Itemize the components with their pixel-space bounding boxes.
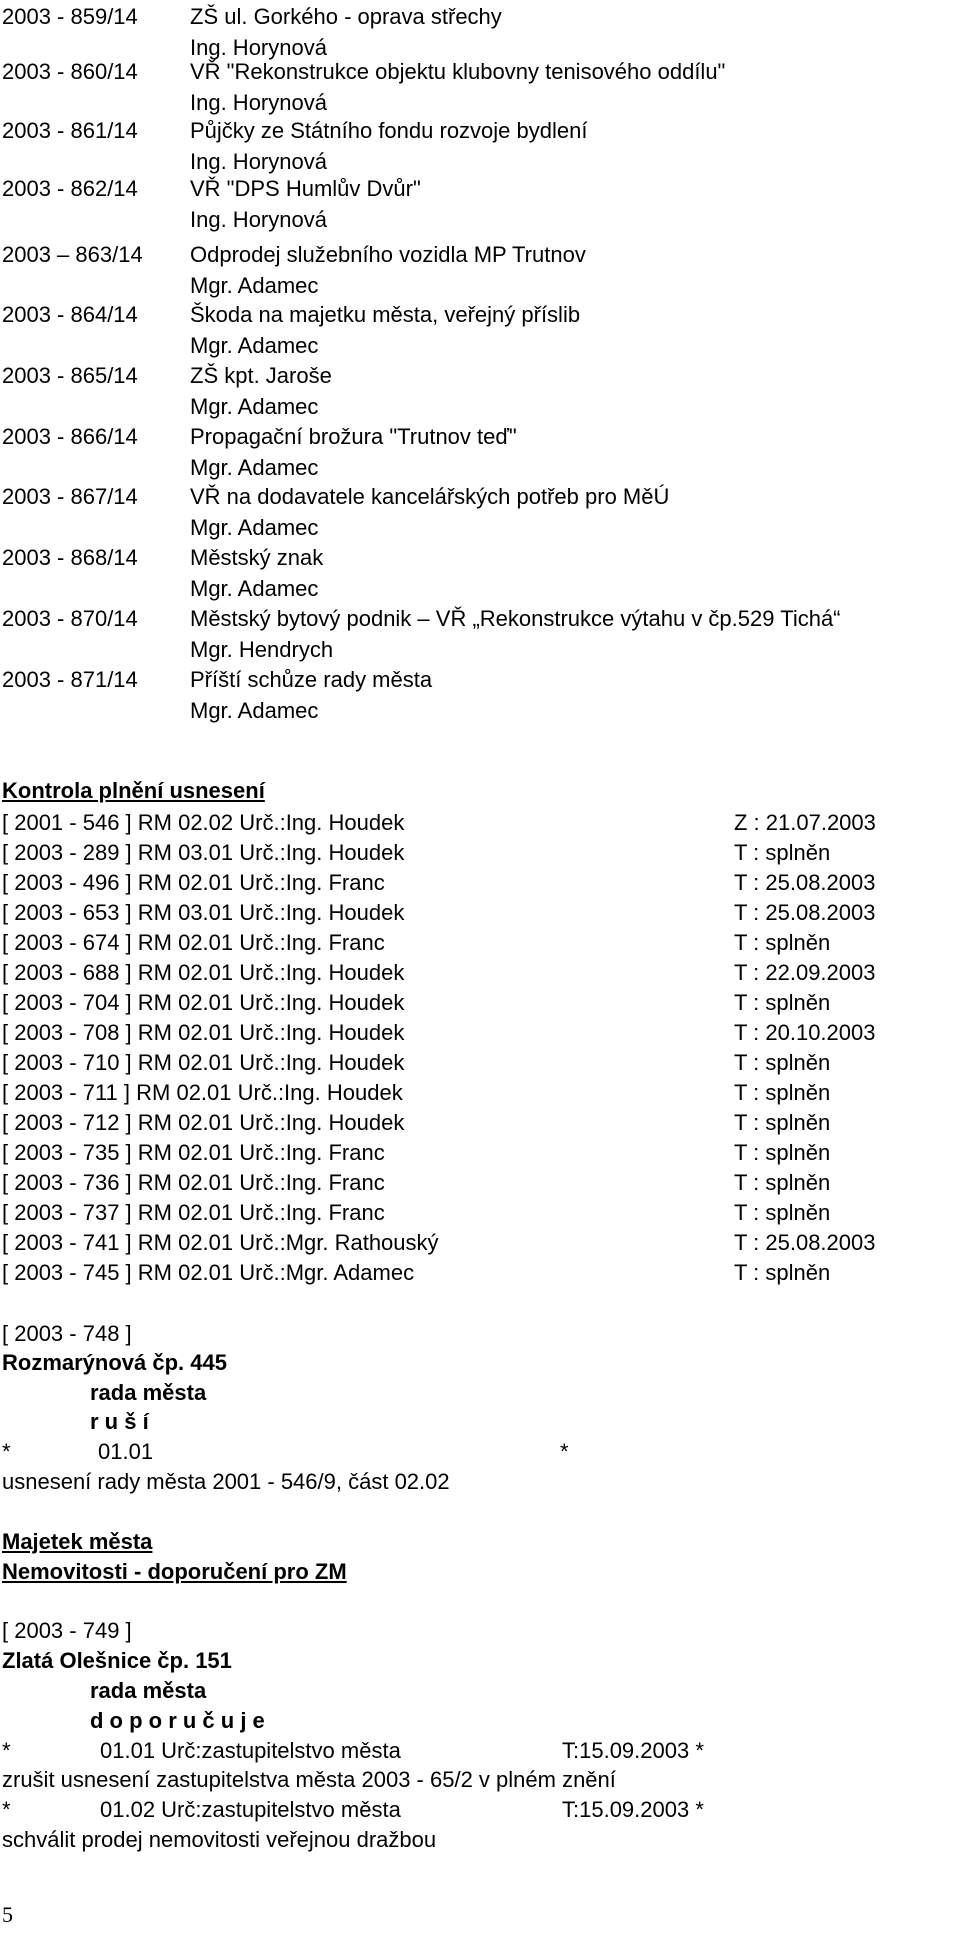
section-heading: Kontrola plnění usnesení: [2, 778, 265, 803]
agenda-title: Škoda na majetku města, veřejný příslib: [190, 302, 581, 327]
agenda-number: 2003 - 859/14: [2, 4, 138, 29]
resolution-subject: Zlatá Olešnice čp. 151: [2, 1648, 232, 1673]
agenda-responsible: Mgr. Adamec: [190, 515, 319, 540]
control-ref: [ 2003 - 735 ] RM 02.01 Urč.:Ing. Franc: [2, 1140, 385, 1165]
control-term: T : splněn: [734, 1260, 831, 1285]
point-term: T:15.09.2003 *: [562, 1797, 704, 1822]
point-text: schválit prodej nemovitosti veřejnou dražbou: [2, 1827, 437, 1852]
agenda-number: 2003 - 864/14: [2, 302, 138, 327]
control-ref: [ 2003 - 745 ] RM 02.01 Urč.:Mgr. Adamec: [2, 1260, 415, 1285]
agenda-responsible: Mgr. Adamec: [190, 576, 319, 601]
control-ref: [ 2003 - 708 ] RM 02.01 Urč.:Ing. Houdek: [2, 1020, 405, 1045]
point-star: *: [2, 1439, 11, 1464]
agenda-title: ZŠ kpt. Jaroše: [190, 363, 332, 388]
control-ref: [ 2003 - 711 ] RM 02.01 Urč.:Ing. Houdek: [2, 1080, 403, 1105]
control-term: T : splněn: [734, 1050, 831, 1075]
agenda-number: 2003 - 862/14: [2, 176, 138, 201]
page-number: 5: [2, 1902, 13, 1927]
agenda-responsible: Ing. Horynová: [190, 90, 327, 115]
control-ref: [ 2003 - 674 ] RM 02.01 Urč.:Ing. Franc: [2, 930, 385, 955]
point-star: *: [2, 1738, 11, 1763]
agenda-responsible: Ing. Horynová: [190, 207, 327, 232]
control-term: T : splněn: [734, 1140, 831, 1165]
resolution-subject: Rozmarýnová čp. 445: [2, 1350, 227, 1375]
control-term: T : splněn: [734, 1110, 831, 1135]
resolution-verb: d o p o r u č u j e: [90, 1708, 265, 1733]
agenda-number: 2003 - 867/14: [2, 484, 138, 509]
agenda-number: 2003 - 861/14: [2, 118, 138, 143]
agenda-title: VŘ na dodavatele kancelářských potřeb pro MěÚ: [190, 484, 670, 509]
section-subtitle: Nemovitosti - doporučení pro ZM: [2, 1559, 347, 1584]
control-term: T : 25.08.2003: [734, 870, 876, 895]
agenda-title: Městský znak: [190, 545, 324, 570]
control-ref: [ 2003 - 712 ] RM 02.01 Urč.:Ing. Houdek: [2, 1110, 405, 1135]
agenda-title: Odprodej služebního vozidla MP Trutnov: [190, 242, 586, 267]
resolution-point-code: 01.01: [98, 1439, 154, 1464]
resolution-ref: [ 2003 - 749 ]: [2, 1618, 132, 1643]
agenda-responsible: Mgr. Adamec: [190, 394, 319, 419]
resolution-text: usnesení rady města 2001 - 546/9, část 02.02: [2, 1469, 450, 1494]
agenda-title: Půjčky ze Státního fondu rozvoje bydlení: [190, 118, 588, 143]
agenda-number: 2003 - 870/14: [2, 606, 138, 631]
control-ref: [ 2001 - 546 ] RM 02.02 Urč.:Ing. Houdek: [2, 810, 405, 835]
agenda-responsible: Mgr. Hendrych: [190, 637, 334, 662]
point-star: *: [2, 1797, 11, 1822]
point-text: zrušit usnesení zastupitelstva města 2003 - 65/2 v plném znění: [2, 1767, 616, 1792]
resolution-body: rada města: [90, 1678, 207, 1703]
agenda-responsible: Ing. Horynová: [190, 149, 327, 174]
agenda-responsible: Ing. Horynová: [190, 35, 327, 60]
control-term: Z : 21.07.2003: [734, 810, 876, 835]
agenda-number: 2003 - 865/14: [2, 363, 138, 388]
section-title: Majetek města: [2, 1529, 153, 1554]
agenda-number: 2003 – 863/14: [2, 242, 143, 267]
control-term: T : 22.09.2003: [734, 960, 876, 985]
control-ref: [ 2003 - 741 ] RM 02.01 Urč.:Mgr. Rathouský: [2, 1230, 439, 1255]
control-ref: [ 2003 - 289 ] RM 03.01 Urč.:Ing. Houdek: [2, 840, 405, 865]
agenda-title: ZŠ ul. Gorkého - oprava střechy: [190, 4, 502, 29]
control-ref: [ 2003 - 737 ] RM 02.01 Urč.:Ing. Franc: [2, 1200, 385, 1225]
control-ref: [ 2003 - 704 ] RM 02.01 Urč.:Ing. Houdek: [2, 990, 405, 1015]
agenda-responsible: Mgr. Adamec: [190, 333, 319, 358]
agenda-number: 2003 - 860/14: [2, 59, 138, 84]
control-term: T : splněn: [734, 1200, 831, 1225]
control-ref: [ 2003 - 688 ] RM 02.01 Urč.:Ing. Houdek: [2, 960, 405, 985]
resolution-point-row: [2, 1439, 11, 1465]
control-term: T : 25.08.2003: [734, 1230, 876, 1255]
control-term: T : 20.10.2003: [734, 1020, 876, 1045]
resolution-ref: [ 2003 - 748 ]: [2, 1321, 132, 1346]
control-term: T : 25.08.2003: [734, 900, 876, 925]
control-ref: [ 2003 - 496 ] RM 02.01 Urč.:Ing. Franc: [2, 870, 385, 895]
point-code: 01.01 Urč:zastupitelstvo města: [100, 1738, 401, 1763]
control-ref: [ 2003 - 710 ] RM 02.01 Urč.:Ing. Houdek: [2, 1050, 405, 1075]
control-ref: [ 2003 - 736 ] RM 02.01 Urč.:Ing. Franc: [2, 1170, 385, 1195]
agenda-responsible: Mgr. Adamec: [190, 698, 319, 723]
agenda-title: VŘ "Rekonstrukce objektu klubovny tenisového oddílu": [190, 59, 726, 84]
control-term: T : splněn: [734, 1080, 831, 1105]
point-code: 01.02 Urč:zastupitelstvo města: [100, 1797, 401, 1822]
point-star-end: *: [560, 1439, 569, 1464]
agenda-number: 2003 - 871/14: [2, 667, 138, 692]
point-term: T:15.09.2003 *: [562, 1738, 704, 1763]
control-term: T : splněn: [734, 840, 831, 865]
agenda-title: Městský bytový podnik – VŘ „Rekonstrukce výtahu v čp.529 Tichá“: [190, 606, 841, 631]
agenda-title: Příští schůze rady města: [190, 667, 433, 692]
agenda-number: 2003 - 866/14: [2, 424, 138, 449]
agenda-number: 2003 - 868/14: [2, 545, 138, 570]
resolution-body: rada města: [90, 1380, 207, 1405]
agenda-title: VŘ "DPS Humlův Dvůr": [190, 176, 421, 201]
control-ref: [ 2003 - 653 ] RM 03.01 Urč.:Ing. Houdek: [2, 900, 405, 925]
agenda-title: Propagační brožura "Trutnov teď": [190, 424, 517, 449]
resolution-verb: r u š í: [90, 1409, 149, 1434]
agenda-responsible: Mgr. Adamec: [190, 455, 319, 480]
control-term: T : splněn: [734, 990, 831, 1015]
control-term: T : splněn: [734, 930, 831, 955]
agenda-responsible: Mgr. Adamec: [190, 273, 319, 298]
control-term: T : splněn: [734, 1170, 831, 1195]
